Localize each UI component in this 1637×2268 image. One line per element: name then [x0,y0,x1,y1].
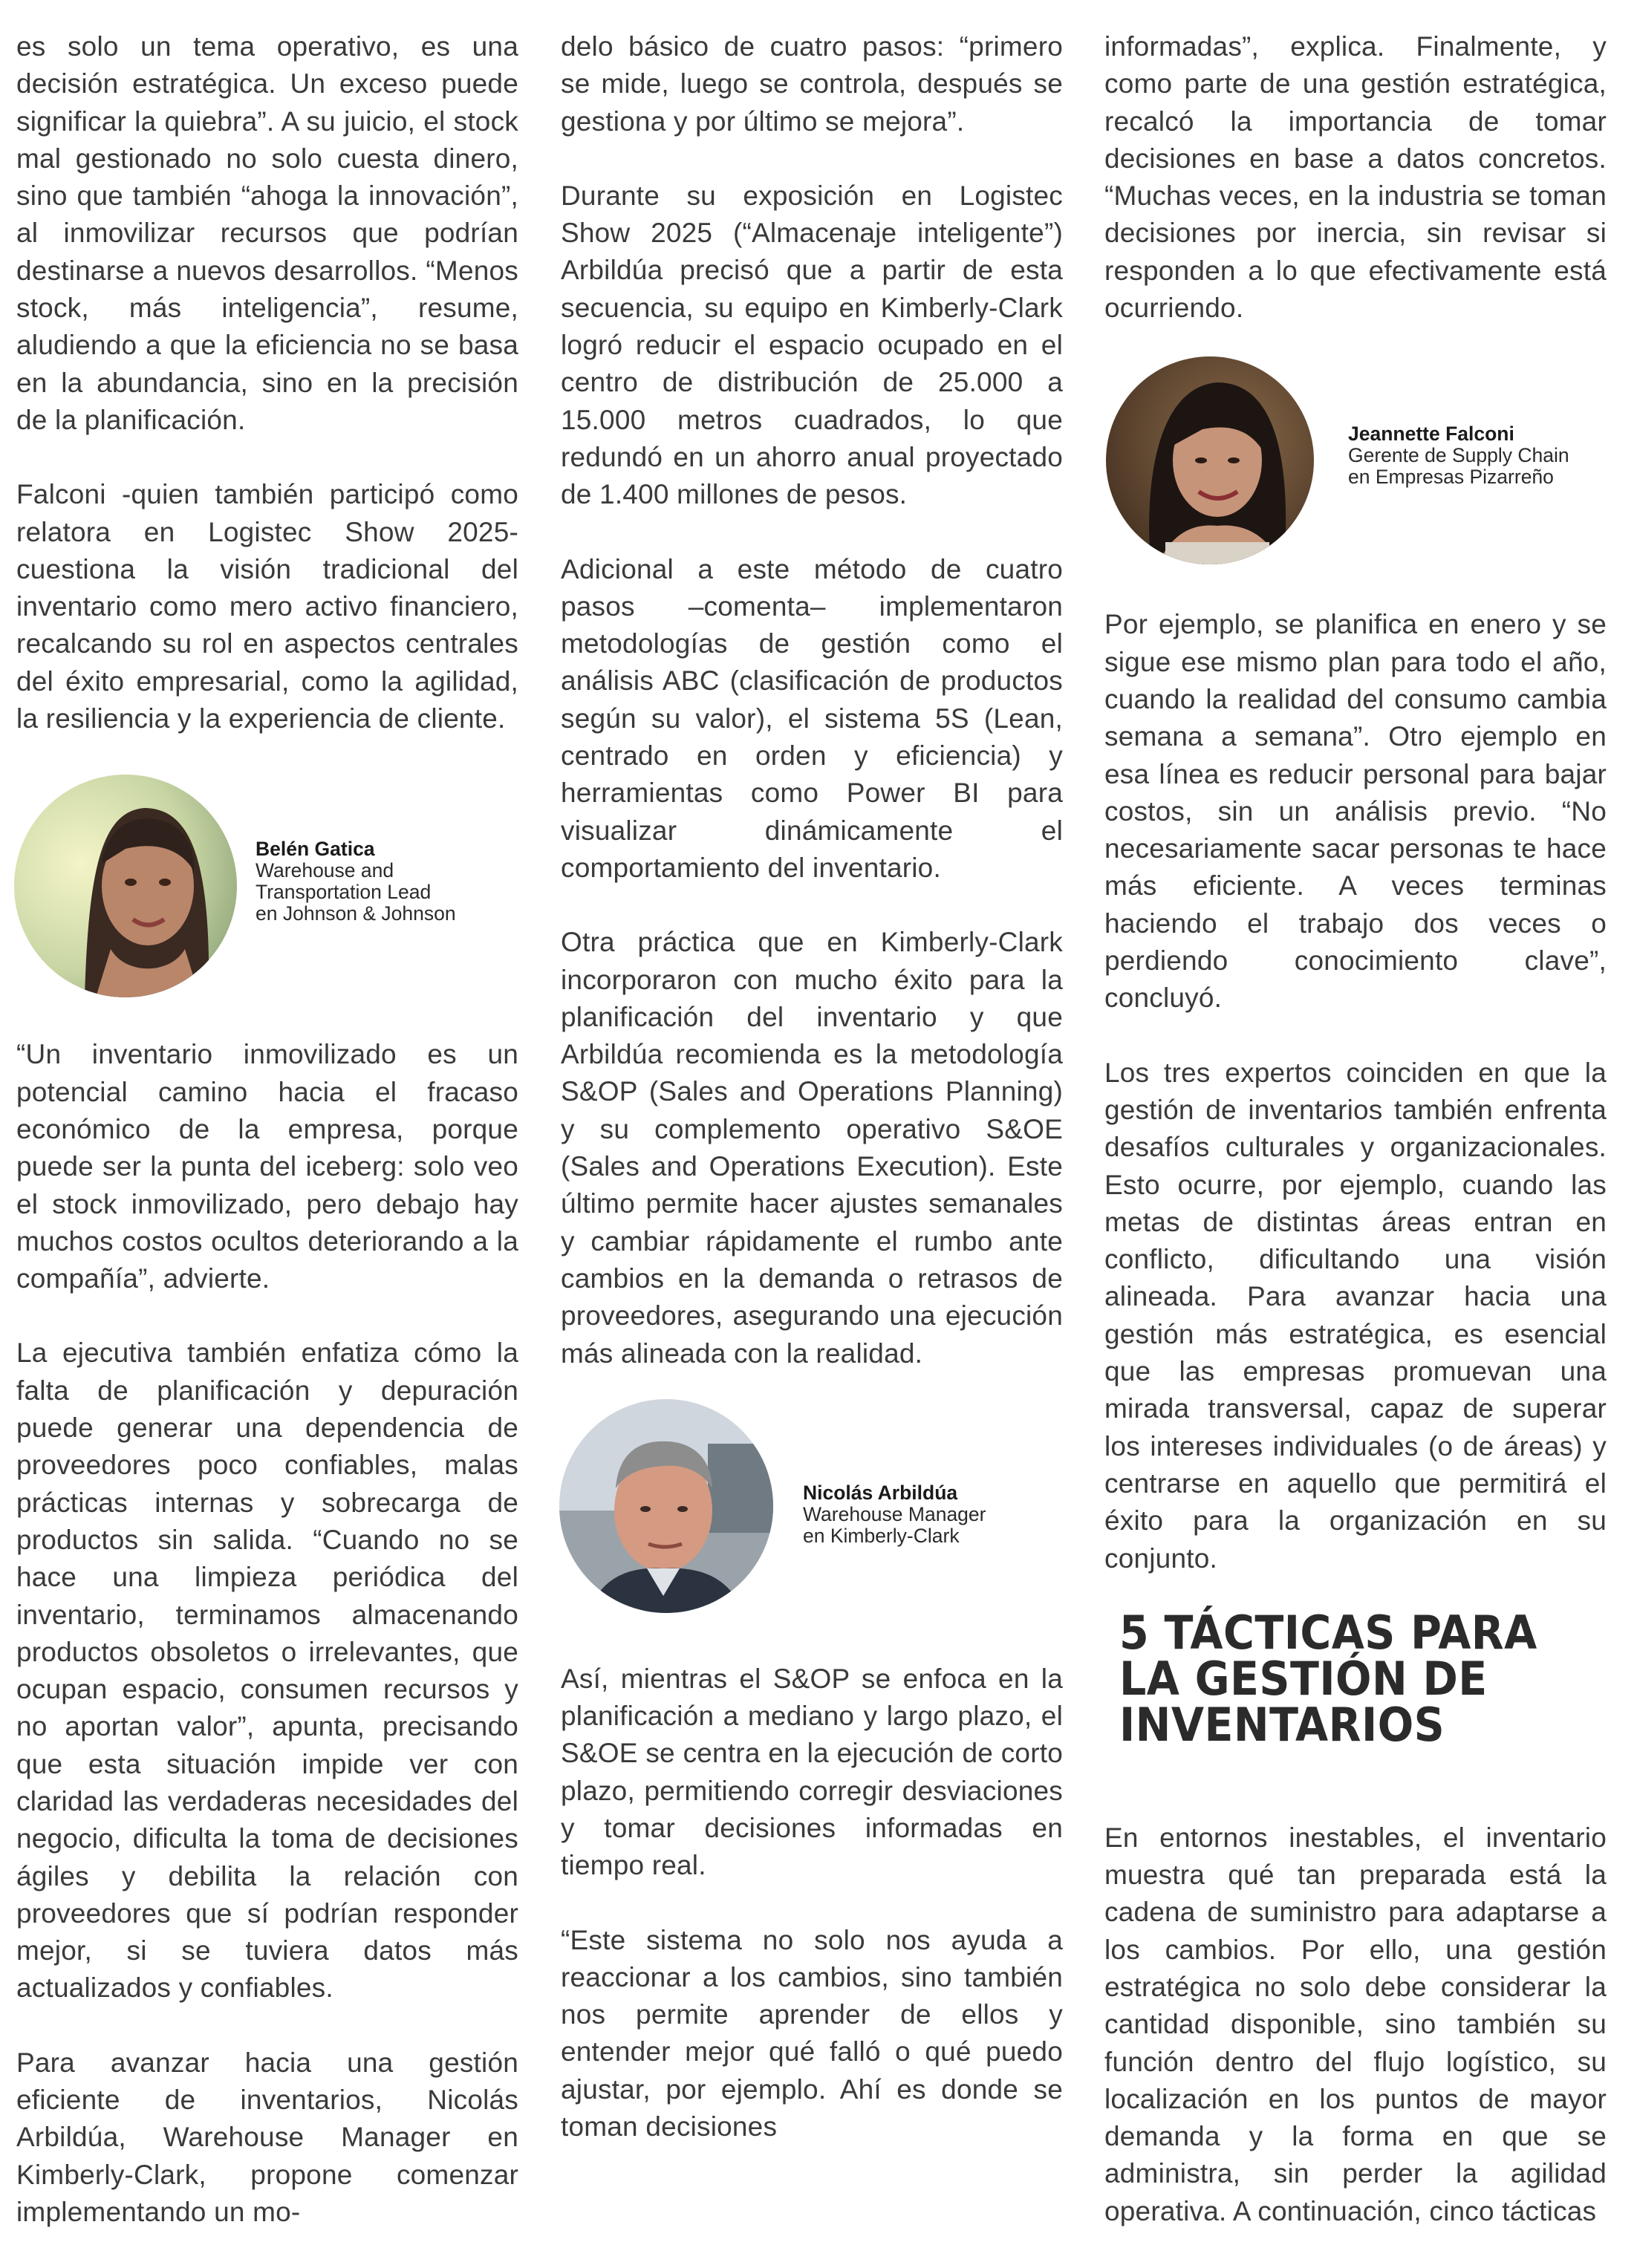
person-name: Belén Gatica [256,838,375,861]
person-role: Gerente de Supply Chain [1348,444,1569,467]
profile-nicolas-arbildua [561,1399,1063,1622]
paragraph: En entornos inestables, el inventario muestra qué tan preparada está la cadena de suministro para adaptarse a los cambios. Por ello, una gestión estratégica no solo debe considerar la cantidad disponible, sino también su función dentro del flujo logístico, su localización en los puntos de mayor demanda y la forma en que se administra, sin perder la agilidad operativa. A continuación, cinco tácticas [1104,1822,1607,2226]
portrait-photo [14,775,237,997]
paragraph: Para avanzar hacia una gestión eficiente de inventarios, Nicolás Arbildúa, Warehouse Manager en Kimberly-Clark, propone comenzar implementando un mo- [16,2047,518,2227]
paragraph: Otra práctica que en Kimberly-Clark incorporaron con mucho éxito para la planificación del inventario y que Arbildúa recomienda es la metodología S&OP (Sales and Operations Planning) y su complemento operativo S&OE (Sales and Operations Execution). Este último permite hacer ajustes semanales y cambiar rápidamente el rumbo ante cambios en la demanda o retrasos de proveedores, asegurando una ejecución más alineada con la realidad. [561,927,1063,1369]
paragraph: Por ejemplo, se planifica en enero y se sigue ese mismo plan para todo el año, cuando la realidad del consumo cambia semana a semana”. Otro ejemplo en esa línea es reducir personal para bajar costos, sin un análisis previo. “No necesariamente sacar personas te hace más eficiente. A veces terminas haciendo el trabajo dos veces o perdiendo conocimiento clave”, concluyó. [1104,609,1607,1014]
paragraph: Los tres expertos coinciden en que la gestión de inventarios también enfrenta desafíos culturales y organizacionales. Esto ocurre, por ejemplo, cuando las metas de distintas áreas entran en conflicto, dificultando una visión alineada. Para avanzar hacia una gestión más estratégica, es esencial que las empresas promuevan una mirada transversal, capaz de superar los intereses individuales (o de áreas) y centrarse en aquello que permitirá el éxito para la organización en su conjunto. [1104,1057,1607,1574]
article-column-right [1104,28,1607,2267]
person-company: en Johnson & Johnson [256,902,456,925]
profile-caption [803,1482,986,1547]
person-role: Warehouse Manager [803,1502,986,1525]
paragraph: informadas”, explica. Finalmente, y como parte de una gestión estratégica, recalcó la importancia de tomar decisiones en base a datos concretos. “Muchas veces, en la industria se toman decisiones por inercia, sin revisar si responden a lo que efectivamente está ocurriendo. [1104,31,1607,324]
person-role: Warehouse and Transportation Lead [256,859,432,904]
profile-jeannette-falconi [1104,356,1607,564]
person-name: Nicolás Arbildúa [803,1481,958,1504]
paragraph: Adicional a este método de cuatro pasos –comenta– implementaron metodologías de gestión como el análisis ABC (clasificación de productos según su valor), el sistema 5S (Lean, centrado en orden y eficiencia) y herramientas como Power BI para visualizar dinámicamente el comportamiento del inventario. [561,553,1063,883]
paragraph: “Este sistema no solo nos ayuda a reaccionar a los cambios, sino también nos permite aprender de ellos y entender mejor qué falló o qué puedo ajustar, por ejemplo. Ahí es donde se toman decisiones [561,1924,1063,2142]
person-name: Jeannette Falconi [1348,423,1514,446]
paragraph: La ejecutiva también enfatiza cómo la falta de planificación y depuración puede generar una dependencia de proveedores poco confiables, malas prácticas internas y sobrecarga de productos sin salida. “Cuando no se hace una limpieza periódica del inventario, terminamos almacenando productos obsoletos o irrelevantes, que ocupan espacio, consumen recursos y no aportan valor”, apunta, precisando que esta situación impide ver con claridad las verdaderas necesidades del negocio, dificulta la toma de decisiones ágiles y debilita la relación con proveedores que sí podrían responder mejor, si se tuviera datos más actualizados y confiables. [16,1337,518,2004]
article-column-middle [561,28,1063,2183]
paragraph: es solo un tema operativo, es una decisión estratégica. Un exceso puede significar la quiebra”. A su juicio, el stock mal gestionado no solo cuesta dinero, sino que también “ahoga la innovación”, al inmovilizar recursos que podrían destinarse a nuevos desarrollos. “Menos stock, más inteligencia”, resume, aludiendo a que la eficiencia no se basa en la abundancia, sino en la precisión de la planificación. [16,31,518,435]
profile-caption [1348,423,1569,488]
portrait-photo [559,1399,773,1613]
profile-caption [256,838,456,925]
paragraph: delo básico de cuatro pasos: “primero se mide, luego se controla, después se gestiona y por último se mejora”. [561,31,1063,137]
heading-line: 5 TÁCTICAS PARA [1119,1605,1537,1660]
profile-belen-gatica [16,775,518,997]
paragraph: Falconi -quien también participó como relatora en Logistec Show 2025- cuestiona la visión tradicional del inventario como mero activo financiero, recalcando su rol en aspectos centrales del éxito empresarial, como la agilidad, la resiliencia y la experiencia de cliente. [16,479,518,734]
paragraph: “Un inventario inmovilizado es un potencial camino hacia el fracaso económico de la empresa, porque puede ser la punta del iceberg: solo veo el stock inmovilizado, pero debajo hay muchos costos ocultos deteriorando a la compañía”, advierte. [16,1039,518,1294]
person-company: en Kimberly-Clark [803,1524,960,1547]
person-company: en Empresas Pizarreño [1348,466,1554,489]
portrait-photo [1106,356,1314,564]
section-heading [1119,1605,1568,1752]
paragraph: Durante su exposición en Logistec Show 2025 (“Almacenaje inteligente”) Arbildúa precisó que a partir de esta secuencia, su equipo en Kimberly-Clark logró reducir el espacio ocupado en el centro de distribución de 25.000 a 15.000 metros cuadrados, lo que redundó en un ahorro anual proyectado de 1.400 millones de pesos. [561,180,1063,510]
heading-line: INVENTARIOS [1119,1697,1445,1752]
paragraph: Así, mientras el S&OP se enfoca en la planificación a mediano y largo plazo, el S&OE se centra en la ejecución de corto plazo, permitiendo corregir desviaciones y tomar decisiones informadas en tiempo real. [561,1663,1063,1881]
heading-line: LA GESTIÓN DE [1119,1651,1488,1706]
article-column-left [16,28,518,2268]
